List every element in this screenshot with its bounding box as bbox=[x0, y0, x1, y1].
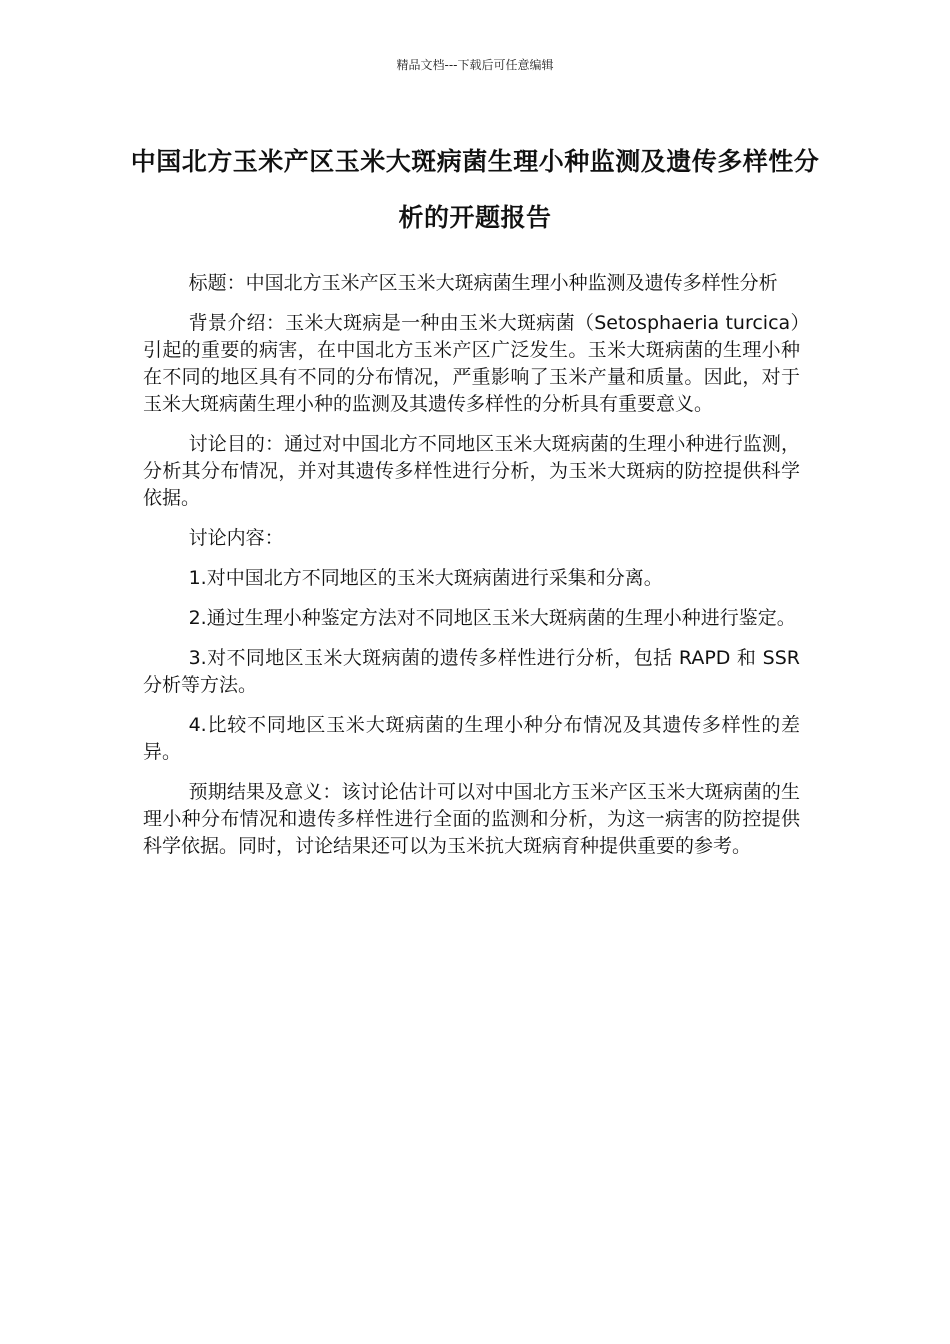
document-body bbox=[143, 270, 800, 873]
list-item-1: 1.对中国北方不同地区的玉米大斑病菌进行采集和分离。 bbox=[188, 567, 663, 589]
paragraph-purpose: 讨论目的：通过对中国北方不同地区玉米大斑病菌的生理小种进行监测，分析其分布情况，并对其遗传多样性进行分析，为玉米大斑病的防控提供科学依据。 bbox=[143, 433, 800, 509]
paragraph-expected-results: 预期结果及意义：该讨论估计可以对中国北方玉米产区玉米大斑病菌的生理小种分布情况和遗传多样性进行全面的监测和分析，为这一病害的防控提供科学依据。同时，讨论结果还可以为玉米抗大斑病育种提供重要的参考。 bbox=[143, 781, 800, 857]
header-note: 精品文档---下载后可任意编辑 bbox=[396, 58, 554, 72]
paragraph-subject: 标题：中国北方玉米产区玉米大斑病菌生理小种监测及遗传多样性分析 bbox=[188, 272, 778, 294]
paragraph-background: 背景介绍：玉米大斑病是一种由玉米大斑病菌（Setosphaeria turcica）引起的重要的病害，在中国北方玉米产区广泛发生。玉米大斑病菌的生理小种在不同的地区具有不同的分布情况，严重影响了玉米产量和质量。因此，对于玉米大斑病菌生理小种的监测及其遗传多样性的分析具有重要意义。 bbox=[143, 312, 800, 415]
list-item-3: 3.对不同地区玉米大斑病菌的遗传多样性进行分析，包括 RAPD 和 SSR 分析等方法。 bbox=[143, 647, 800, 696]
list-item-4: 4.比较不同地区玉米大斑病菌的生理小种分布情况及其遗传多样性的差异。 bbox=[143, 714, 800, 763]
document-title: 中国北方玉米产区玉米大斑病菌生理小种监测及遗传多样性分析的开题报告 bbox=[130, 147, 820, 232]
paragraph-content-heading: 讨论内容： bbox=[188, 527, 284, 549]
list-item-2: 2.通过生理小种鉴定方法对不同地区玉米大斑病菌的生理小种进行鉴定。 bbox=[188, 607, 796, 629]
